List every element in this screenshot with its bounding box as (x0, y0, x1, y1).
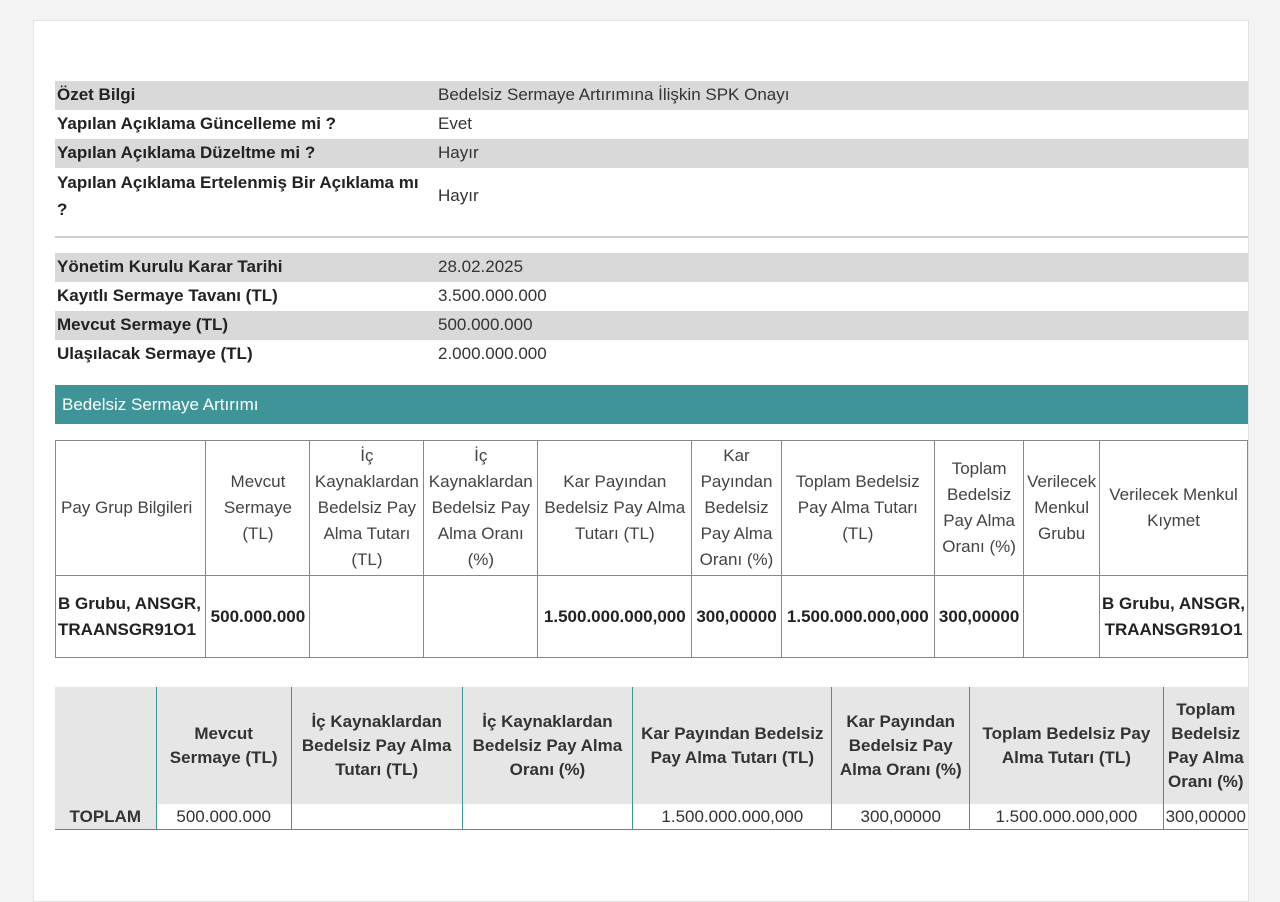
table-cell: 300,00000 (1163, 804, 1248, 830)
table-cell (424, 576, 538, 658)
capital-value: 500.000.000 (438, 315, 533, 334)
column-header: Verilecek Menkul Kıymet (1100, 441, 1248, 576)
summary-row (55, 81, 1249, 110)
table-cell (310, 576, 424, 658)
column-header: Kar Payından Bedelsiz Pay Alma Oranı (%) (832, 687, 970, 804)
column-header (55, 687, 156, 804)
table-cell: 500.000.000 (206, 576, 310, 658)
summary-value: Bedelsiz Sermaye Artırımına İlişkin SPK Onayı (438, 85, 790, 104)
disclosure-card (33, 20, 1249, 902)
table-header-row (55, 687, 1248, 804)
column-header: Toplam Bedelsiz Pay Alma Tutarı (TL) (970, 687, 1163, 804)
summary-value: Evet (438, 114, 473, 133)
table-cell: 1.500.000.000,000 (538, 576, 692, 658)
column-header: Toplam Bedelsiz Pay Alma Oranı (%) (935, 441, 1024, 576)
capital-value: 3.500.000.000 (438, 286, 547, 305)
table-cell: B Grubu, ANSGR, TRAANSGR91O1 (1100, 576, 1248, 658)
column-header: Mevcut Sermaye (TL) (206, 441, 310, 576)
summary-label: Yapılan Açıklama Güncelleme mi ? (57, 114, 337, 133)
column-header: Mevcut Sermaye (TL) (156, 687, 291, 804)
table-row (56, 576, 1248, 658)
table-header-row (56, 441, 1248, 576)
capital-label: Ulaşılacak Sermaye (TL) (57, 344, 253, 363)
summary-info (55, 81, 1249, 224)
summary-row (55, 168, 1249, 224)
column-header: Toplam Bedelsiz Pay Alma Tutarı (TL) (781, 441, 934, 576)
table-cell: 1.500.000.000,000 (633, 804, 832, 830)
column-header: İç Kaynaklardan Bedelsiz Pay Alma Tutarı (TL) (291, 687, 462, 804)
totals-table (55, 687, 1248, 830)
table-cell (1024, 576, 1100, 658)
section-header (55, 385, 1249, 424)
capital-row (55, 311, 1249, 340)
capital-row (55, 340, 1249, 369)
column-header: İç Kaynaklardan Bedelsiz Pay Alma Oranı (%) (462, 687, 633, 804)
column-header: Kar Payından Bedelsiz Pay Alma Tutarı (TL) (633, 687, 832, 804)
column-header: Verilecek Menkul Grubu (1024, 441, 1100, 576)
capital-row (55, 282, 1249, 311)
table-row (55, 804, 1248, 830)
table-cell: 1.500.000.000,000 (970, 804, 1163, 830)
capital-value: 28.02.2025 (438, 257, 524, 276)
section-divider (55, 236, 1249, 238)
column-header: İç Kaynaklardan Bedelsiz Pay Alma Tutarı (TL) (310, 441, 424, 576)
total-label: TOPLAM (55, 804, 156, 830)
summary-row (55, 110, 1249, 139)
table-cell: 300,00000 (832, 804, 970, 830)
capital-label: Mevcut Sermaye (TL) (57, 315, 228, 334)
table-cell: 1.500.000.000,000 (781, 576, 934, 658)
table-cell: B Grubu, ANSGR, TRAANSGR91O1 (56, 576, 206, 658)
share-group-table (55, 440, 1248, 658)
summary-value: Hayır (438, 143, 479, 162)
table-cell: 300,00000 (692, 576, 781, 658)
column-header: Pay Grup Bilgileri (56, 441, 206, 576)
capital-label: Kayıtlı Sermaye Tavanı (TL) (57, 286, 278, 305)
column-header: Toplam Bedelsiz Pay Alma Oranı (%) (1163, 687, 1248, 804)
summary-label: Yapılan Açıklama Ertelenmiş Bir Açıklama mı ? (57, 173, 419, 219)
table-cell (462, 804, 633, 830)
summary-row (55, 139, 1249, 168)
capital-info (55, 253, 1249, 369)
column-header: Kar Payından Bedelsiz Pay Alma Tutarı (TL) (538, 441, 692, 576)
column-header: Kar Payından Bedelsiz Pay Alma Oranı (%) (692, 441, 781, 576)
summary-value: Hayır (438, 186, 479, 205)
table-cell: 500.000.000 (156, 804, 291, 830)
summary-label: Yapılan Açıklama Düzeltme mi ? (57, 143, 316, 162)
capital-label: Yönetim Kurulu Karar Tarihi (57, 257, 283, 276)
capital-value: 2.000.000.000 (438, 344, 547, 363)
table-cell (291, 804, 462, 830)
column-header: İç Kaynaklardan Bedelsiz Pay Alma Oranı (%) (424, 441, 538, 576)
section-title: Bedelsiz Sermaye Artırımı (62, 395, 259, 414)
table-cell: 300,00000 (935, 576, 1024, 658)
capital-row (55, 253, 1249, 282)
summary-label: Özet Bilgi (57, 85, 136, 104)
